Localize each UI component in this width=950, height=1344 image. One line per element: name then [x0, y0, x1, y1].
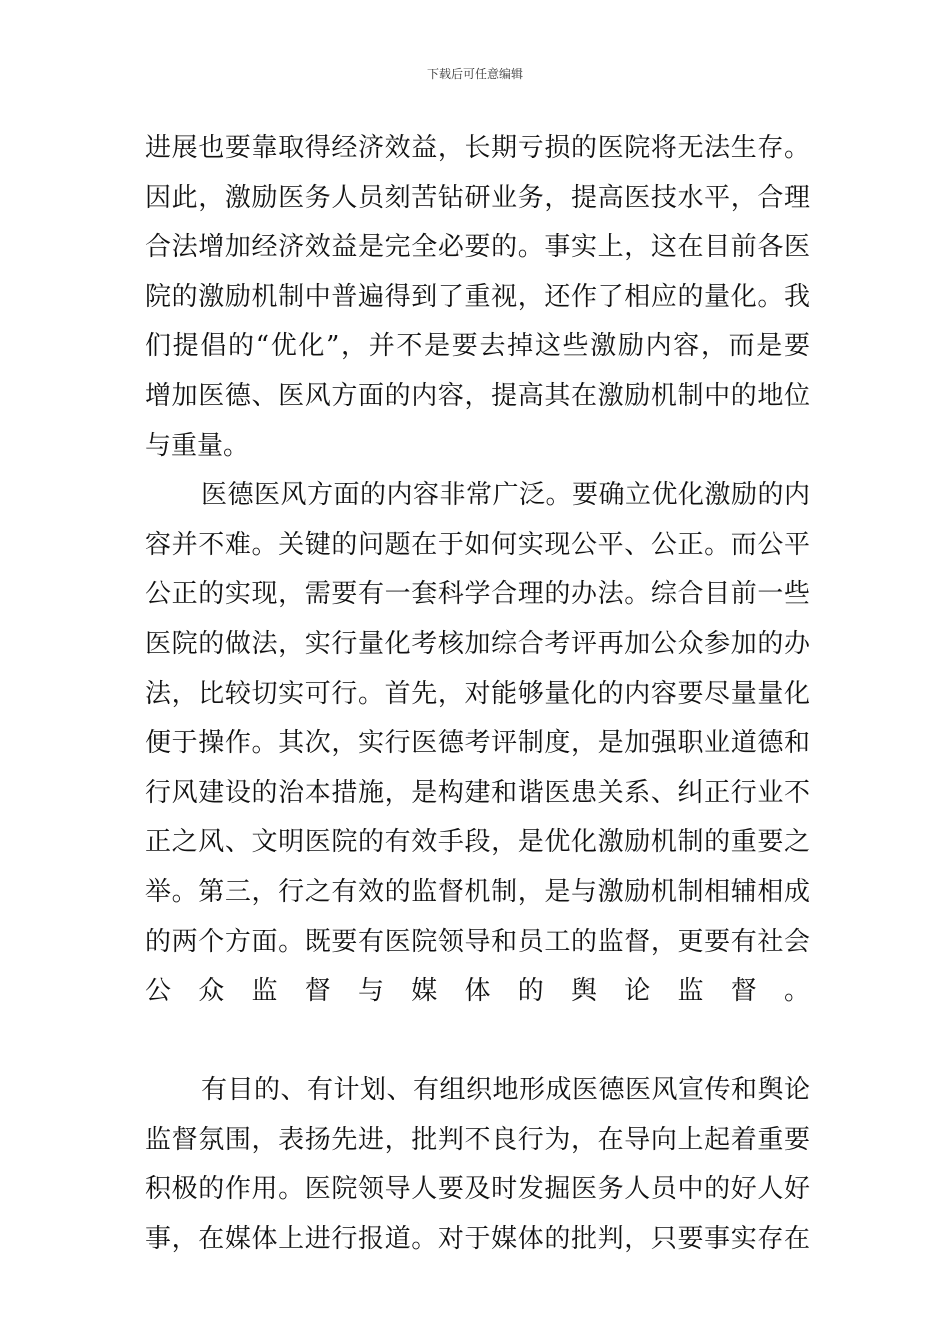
text-line: 举。第三，行之有效的监督机制，是与激励机制相辅相成: [145, 876, 810, 907]
text-line: 与重量。: [145, 430, 250, 461]
text-line: [145, 1017, 810, 1067]
paragraph: [145, 471, 810, 1066]
text-line: 们提倡的“优化”，并不是要去掉这些激励内容，而是要: [145, 331, 810, 362]
text-line: 的两个方面。既要有医院领导和员工的监督，更要有社会: [145, 926, 810, 957]
text-line: 监督氛围，表扬先进，批判不良行为，在导向上起着重要: [145, 1124, 810, 1155]
paragraph: [145, 124, 810, 471]
text-line: 正之风、文明医院的有效手段，是优化激励机制的重要之: [145, 827, 810, 858]
text-line: 合法增加经济效益是完全必要的。事实上，这在目前各医: [145, 232, 810, 263]
text-line: 医院的做法，实行量化考核加综合考评再加公众参加的办: [145, 628, 810, 659]
document-body: [145, 124, 810, 1265]
paragraph: [145, 1066, 810, 1264]
text-line: 有目的、有计划、有组织地形成医德医风宣传和舆论: [201, 1075, 810, 1106]
text-line: 积极的作用。医院领导人要及时发掘医务人员中的好人好: [145, 1174, 810, 1205]
page-header-note: 下载后可任意编辑: [426, 67, 523, 81]
text-line: 进展也要靠取得经济效益，长期亏损的医院将无法生存。: [145, 133, 810, 163]
text-line: 增加医德、医风方面的内容，提高其在激励机制中的地位: [145, 380, 810, 411]
text-line: 公正的实现，需要有一套科学合理的办法。综合目前一些: [145, 579, 810, 610]
text-line: 便于操作。其次，实行医德考评制度，是加强职业道德和: [145, 728, 810, 759]
text-line: 公众监督与媒体的舆论监督。: [145, 976, 810, 1007]
text-line: 容并不难。关键的问题在于如何实现公平、公正。而公平: [145, 529, 810, 560]
text-line: 事，在媒体上进行报道。对于媒体的批判，只要事实存在: [145, 1224, 810, 1255]
text-line: 医德医风方面的内容非常广泛。要确立优化激励的内: [201, 480, 810, 511]
text-line: 因此，激励医务人员刻苦钻研业务，提高医技水平，合理: [145, 182, 810, 213]
text-line: 行风建设的治本措施，是构建和谐医患关系、纠正行业不: [145, 777, 810, 808]
text-line: 法，比较切实可行。首先，对能够量化的内容要尽量量化: [145, 678, 810, 709]
text-line: 院的激励机制中普遍得到了重视，还作了相应的量化。我: [145, 281, 810, 312]
